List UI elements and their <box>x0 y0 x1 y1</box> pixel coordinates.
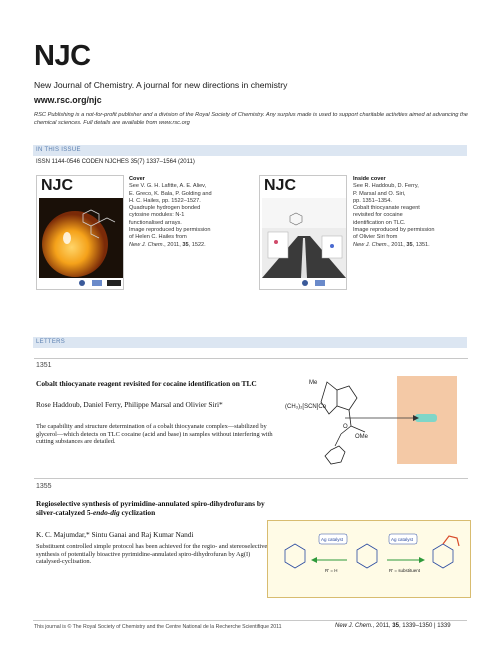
cover-artwork <box>37 176 124 290</box>
journal-url-link[interactable]: www.rsc.org/njc <box>34 95 102 105</box>
inside-cover-artwork <box>260 176 347 290</box>
article-title[interactable]: Cobalt thiocyanate reagent revisited for cocaine identification on TLC <box>36 379 257 388</box>
cover-line: of Helen C. Hailes from <box>129 234 187 241</box>
in-this-issue-band <box>33 145 467 156</box>
graphic-label-o: O <box>343 424 348 430</box>
letters-label: LETTERS <box>36 339 66 345</box>
cover-line: P. Marsal and O. Siri, <box>353 190 406 197</box>
cover-heading: Cover <box>129 176 145 182</box>
publisher-note: RSC Publishing is a not-for-profit publisher and a division of the Royal Society of Chemistry. Any surplus made is used to support charitable activities aimed at advancing the chemical sciences. Full details are available from www.rsc.org <box>34 112 468 126</box>
cover-info <box>129 176 213 249</box>
footer-citation: New J. Chem., 2011, 35, 1339–1350 | 1339 <box>335 623 451 629</box>
cover-line: functionalised arrays. <box>129 219 182 226</box>
article-authors: Rose Haddoub, Daniel Ferry, Philippe Marsal and Olivier Siri* <box>36 400 223 409</box>
catalyst-label-right: Ag catalyst <box>391 537 414 542</box>
article-abstract: Substituent controlled simple protocol has been achieved for the regio- and stereoselective synthesis of potentially bioactive pyrimidine-annulated spiro-dihydrofuran by Ag(I) catalysed-cyclisation. <box>36 543 268 566</box>
article-page-number: 1355 <box>36 483 52 490</box>
cover-line: of Olivier Siri from <box>353 234 398 241</box>
cover-line: pp. 1351–1354. <box>353 197 392 204</box>
cover-line: revisited for cocaine <box>353 212 403 219</box>
substituent-label-r: R' = substituent <box>389 568 421 573</box>
cover-line: Image reproduced by permission <box>129 227 211 234</box>
cover-line: See R. Haddoub, D. Ferry, <box>353 183 419 190</box>
journal-title: New Journal of Chemistry. A journal for new directions in chemistry <box>34 80 288 90</box>
cover-line: H. C. Hailes, pp. 1522–1527. <box>129 197 201 204</box>
graphic-label-me: Me <box>309 380 318 386</box>
article-page-number: 1351 <box>36 362 52 369</box>
inside-cover-citation: New J. Chem., 2011, 35, 1351. <box>353 241 430 248</box>
cover-line: E. Greco, K. Bala, P. Golding and <box>129 190 212 197</box>
cover-thumbnail-logo: NJC <box>41 177 74 194</box>
article-authors: K. C. Majumdar,* Sintu Ganai and Raj Kumar Nandi <box>36 530 194 539</box>
cover-line: cytosine modules: N-1 <box>129 212 185 219</box>
cover-line: Cobalt thiocyanate reagent <box>353 205 420 212</box>
journal-logo: NJC <box>34 40 91 72</box>
cover-line: See V. G. H. Lafitte, A. E. Aliev, <box>129 183 207 190</box>
footer-copyright: This journal is © The Royal Society of Chemistry and the Centre National de la Recherche Scientifique 2011 <box>34 624 282 630</box>
cocaine-complex-graphic <box>285 372 470 472</box>
inside-cover-thumbnail[interactable] <box>259 175 347 290</box>
in-this-issue-label: IN THIS ISSUE <box>36 147 81 153</box>
substituent-label-h: R' = H <box>325 568 338 573</box>
cover-citation: New J. Chem., 2011, 35, 1522. <box>129 241 206 248</box>
cover-line: Image reproduced by permission <box>353 227 435 234</box>
inside-cover-heading: Inside cover <box>353 176 386 182</box>
footer-rule <box>33 620 467 621</box>
graphic-label-cobalt: (CH₃)₂[SCN]Co <box>285 404 327 410</box>
cover-line: identification on TLC. <box>353 219 406 226</box>
cover-thumbnail[interactable] <box>36 175 124 290</box>
catalyst-label-left: Ag catalyst <box>321 537 344 542</box>
article-divider <box>34 478 468 479</box>
graphic-label-ome: OMe <box>355 434 369 440</box>
inside-cover-thumbnail-logo: NJC <box>264 177 297 194</box>
inside-cover-info <box>353 176 437 249</box>
article-abstract: The capability and structure determination of a cobalt thiocyanate complex—stabilized by glycerol—which detects on TLC cocaine (acid and base) in samples without interfering with cutting substances are detailed. <box>36 423 273 446</box>
issn-line: ISSN 1144-0546 CODEN NJCHES 35(7) 1337–1564 (2011) <box>36 159 195 165</box>
cover-citation-journal: New J. Chem. <box>129 241 165 248</box>
article-title[interactable]: Regioselective synthesis of pyrimidine-annulated spiro-dihydrofurans by silver-catalyzed 5-endo-dig cyclization <box>36 499 265 517</box>
article-divider <box>34 358 468 359</box>
cover-line: Quadruple hydrogen bonded <box>129 205 201 212</box>
spiro-synthesis-scheme <box>267 520 471 598</box>
letters-band <box>33 337 467 348</box>
